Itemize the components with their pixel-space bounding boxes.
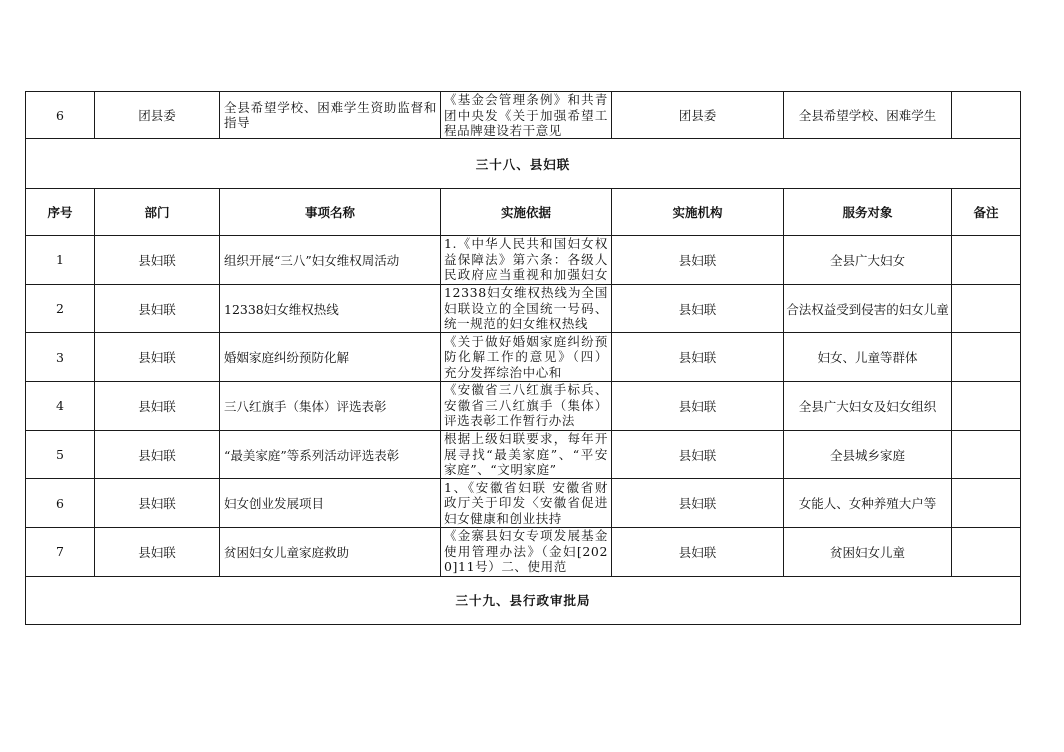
target-cell: 女能人、女种养殖大户等 xyxy=(784,479,952,528)
item-name-cell: 婚姻家庭纠纷预防化解 xyxy=(220,333,441,382)
item-name-cell xyxy=(220,92,441,139)
basis-cell xyxy=(441,92,612,139)
note-cell xyxy=(952,236,1021,285)
note-cell xyxy=(952,92,1021,139)
header-no: 序号 xyxy=(26,189,95,236)
row-number: 2 xyxy=(26,284,95,333)
table-row xyxy=(26,236,1021,285)
table-row xyxy=(26,284,1021,333)
row-number: 1 xyxy=(26,236,95,285)
table-row xyxy=(26,92,1021,139)
agency-cell: 县妇联 xyxy=(612,528,784,577)
basis-text: 12338妇女维权热线为全国妇联设立的全国统一号码、统一规范的妇女维权热线 xyxy=(444,285,608,332)
table-row xyxy=(26,430,1021,479)
service-items-table xyxy=(25,91,1021,625)
row-number: 7 xyxy=(26,528,95,577)
target-cell: 全县广大妇女及妇女组织 xyxy=(784,382,952,431)
row-number: 6 xyxy=(26,92,95,139)
target-cell: 贫困妇女儿童 xyxy=(784,528,952,577)
basis-text: 《金寨县妇女专项发展基金使用管理办法》（金妇[2020]11号）二、使用范 xyxy=(444,528,608,575)
item-name-cell: 贫困妇女儿童家庭救助 xyxy=(220,528,441,577)
note-cell xyxy=(952,430,1021,479)
basis-cell xyxy=(441,382,612,431)
agency-cell: 县妇联 xyxy=(612,284,784,333)
basis-cell xyxy=(441,333,612,382)
section-row xyxy=(26,576,1021,624)
note-cell xyxy=(952,333,1021,382)
note-cell xyxy=(952,382,1021,431)
agency-cell: 团县委 xyxy=(612,92,784,139)
table-row xyxy=(26,479,1021,528)
basis-text: 1.《中华人民共和国妇女权益保障法》第六条：各级人民政府应当重视和加强妇女 xyxy=(444,236,608,283)
item-name-cell: 12338妇女维权热线 xyxy=(220,284,441,333)
agency-cell: 县妇联 xyxy=(612,236,784,285)
department-cell: 县妇联 xyxy=(95,528,220,577)
header-agency: 实施机构 xyxy=(612,189,784,236)
department-cell: 县妇联 xyxy=(95,382,220,431)
target-cell: 全县广大妇女 xyxy=(784,236,952,285)
target-cell: 全县希望学校、困难学生 xyxy=(784,92,952,139)
note-cell xyxy=(952,528,1021,577)
target-cell: 合法权益受到侵害的妇女儿童 xyxy=(784,284,952,333)
basis-text: 1、《安徽省妇联 安徽省财政厅关于印发〈安徽省促进妇女健康和创业扶持 xyxy=(444,479,608,526)
target-cell: 全县城乡家庭 xyxy=(784,430,952,479)
department-cell: 县妇联 xyxy=(95,430,220,479)
basis-text: 《关于做好婚姻家庭纠纷预防化解工作的意见》（四）充分发挥综治中心和 xyxy=(444,333,608,380)
basis-text: 《安徽省三八红旗手标兵、安徽省三八红旗手（集体）评选表彰工作暂行办法 xyxy=(444,382,608,429)
table-row xyxy=(26,528,1021,577)
section-row xyxy=(26,139,1021,189)
section-title-38: 三十八、县妇联 xyxy=(26,139,1021,189)
section-title-39: 三十九、县行政审批局 xyxy=(26,576,1021,624)
basis-text: 《基金会管理条例》和共青团中央发《关于加强希望工程品牌建设若干意见 xyxy=(444,92,608,138)
table-row xyxy=(26,382,1021,431)
item-name-cell: 组织开展“三八”妇女维权周活动 xyxy=(220,236,441,285)
item-name-cell: “最美家庭”等系列活动评选表彰 xyxy=(220,430,441,479)
basis-cell xyxy=(441,430,612,479)
agency-cell: 县妇联 xyxy=(612,430,784,479)
department-cell: 县妇联 xyxy=(95,479,220,528)
note-cell xyxy=(952,284,1021,333)
header-target: 服务对象 xyxy=(784,189,952,236)
header-row xyxy=(26,189,1021,236)
header-note: 备注 xyxy=(952,189,1021,236)
row-number: 3 xyxy=(26,333,95,382)
target-cell: 妇女、儿童等群体 xyxy=(784,333,952,382)
department-cell: 县妇联 xyxy=(95,333,220,382)
table-row xyxy=(26,333,1021,382)
basis-cell xyxy=(441,284,612,333)
item-name-text: 全县希望学校、困难学生资助监督和指导 xyxy=(224,99,437,130)
row-number: 4 xyxy=(26,382,95,431)
row-number: 6 xyxy=(26,479,95,528)
item-name-cell: 妇女创业发展项目 xyxy=(220,479,441,528)
agency-cell: 县妇联 xyxy=(612,479,784,528)
basis-cell xyxy=(441,479,612,528)
item-name-cell: 三八红旗手（集体）评选表彰 xyxy=(220,382,441,431)
department-cell: 县妇联 xyxy=(95,284,220,333)
note-cell xyxy=(952,479,1021,528)
department-cell: 团县委 xyxy=(95,92,220,139)
agency-cell: 县妇联 xyxy=(612,382,784,431)
basis-text: 根据上级妇联要求，每年开展寻找“最美家庭”、“平安家庭”、“文明家庭” xyxy=(444,431,608,478)
basis-cell xyxy=(441,236,612,285)
header-item: 事项名称 xyxy=(220,189,441,236)
department-cell: 县妇联 xyxy=(95,236,220,285)
header-basis: 实施依据 xyxy=(441,189,612,236)
header-dept: 部门 xyxy=(95,189,220,236)
row-number: 5 xyxy=(26,430,95,479)
agency-cell: 县妇联 xyxy=(612,333,784,382)
basis-cell xyxy=(441,528,612,577)
